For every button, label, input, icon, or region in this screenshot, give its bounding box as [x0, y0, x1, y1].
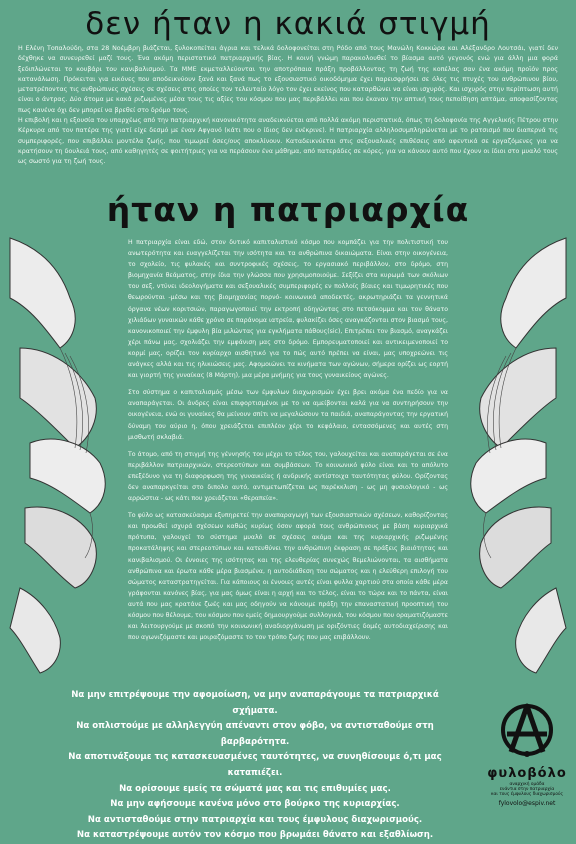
- group-tagline: αναρχική ομάδα ενάντια στην πατριαρχία και τους έμφυλους διαχωρισμούς: [491, 782, 563, 798]
- group-name: φυλοβόλο: [487, 766, 567, 781]
- body-paragraph: Στο σύστημα ο καπιταλισμός μέσω των έμφυλων διαχωρισμών έχει βρει ακόμα ένα πεδίο για να αναπαράγεται. Οι άνδρες είναι επιφορτισμένοι με το να αμείβονται καλά για να συντηρήσουν την οικογένεια, ενώ οι γυναίκες θα μείνουν σπίτι να μεγαλώσουν τα παιδιά, αναπαράγοντας την εργατική δύναμη του αύριο η, όπου χρειάζεται επιπλέον χέρι το κεφάλαιο, εντασσόμενες και αυτές στη μισθωτή σκλαβιά.: [128, 389, 448, 441]
- group-email: fylovolo@espiv.net: [498, 799, 556, 807]
- group-logo: [486, 700, 568, 807]
- slogan: Να οπλιστούμε με αλληλεγγύη απέναντι στον φόβο, να αντισταθούμε στη βαρβαρότητα.: [76, 721, 434, 747]
- body-text: [128, 237, 448, 649]
- intro-paragraph: Η Ελένη Τοπαλούδη, στα 28 Νοέμβρη βιάζεται, ξυλοκοπείται άγρια και τελικά δολοφονείται στη Ρόδο από τους Μανώλη Κοκκώρα και Αλέξανδρο Λουτσάι, γιατί δεν δέχθηκε να συνευρεθεί μαζί τους. Ένα ακόμη περιστατικό πατριαρχικής βίας. Η κοινή γνώμη παρακολουθεί το βίασμα αυτό γεγονός ενώ για άλλη μια φορά ξεδιπλώνεται το κουβάρι του κανιβαλισμού. Τα ΜΜΕ εκμεταλλεύονται την αποτρόπαια πράξη προβάλλοντας τη ζωή της κοπέλας σαν ένα ακόμη προϊόν προς κατανάλωση. Πρόκειται για εικόνες που αποδεικνύουν ξανά και ξανά πως το εξουσιαστικό οικοδόμημα έχει παρεισφρήσει σε όλες τις πτυχές του ανθρώπινου βίου, μετατρέποντας τις ανθρώπινες σχέσεις σε σχέσεις στις οποίες τον τελευταίο λόγο τον έχει εκείνος που καταρθώνει να είναι ισχυρός. Και ισχυρός στην περίπτωση αυτή είναι ο άντρας. Δύο άτομα με κακά ριζωμένες μέσα τους τις αξίες του κόσμου που μας περιβάλλει και που έκαναν την απτική τους πεποίθηση απτάμα, αποφασίζοντας πως κανένα όχι δεν μπορεί να βρεθεί στο δρόμο τους.: [18, 45, 558, 114]
- slogans: [60, 688, 450, 844]
- hands-hair-illustration-left: [0, 228, 128, 678]
- slogan: Να ορίσουμε εμείς τα σώματά μας και τις επιθυμίες μας.: [119, 783, 391, 794]
- subheadline: ήταν η πατριαρχία: [106, 190, 470, 229]
- slogan: Να αποτινάξουμε τις κατασκευασμένες ταυτότητες, να συνηθίσουμε ό,τι μας καταπιέζει.: [68, 752, 442, 778]
- intro-text: [18, 44, 558, 168]
- body-paragraph: Η πατριαρχία είναι εδώ, στον δυτικό καπιταλιστικό κόσμο που κομπάζει για την πολιτιστική του ανωτερότητα και ευαγγελίζεται την ισότητα και τα ανθρώπινα δικαιώματα. Είναι στην οικογένεια, το σχολείο, τις φυλακές και συντροφικές σχέσεις, το εργασιακό περιβάλλον, στο δρόμο, στη βιομηχανία θεάματος, στην ίδια την γλώσσα που χρησιμοποιούμε. Σεξίζει στα κυρωμά των σκόλιων του σεξ, ντύνει ιδεολογήματα και σεξουαλικές συμπεριφορές εν πολλοίς βίαιες και τιμωρητικές που θεωρούνται -μέσω και της βιομηχανίας πορνό- κοινωνικά αποδεκτές, ακρωτηριάζει τα γεννητικά όργανα νέων κοριτσιών, παραγωγοποιεί την εκτροπή οδηγώντας στο πετσόκομμα και τον θάνατο χιλιάδων γυναικών κάθε χρόνο σε παράνομα ιατρεία, φυλακίζει όσες αναγκάζονται στον βιασμό τους, κανονικοποιεί την έμφυλη βία μιλώντας για εγκλήματα πάθους(sic), Επιτρέπει τον βιασμό, αναγκάζει χέρι πάνω μας, σχολιάζει την εμφάνιση μας στο δρόμο. Εμπορευματοποιεί και αντικειμενοποιεί το κορμί μας, ορίζει τον κυρίαρχο αισθητικό για το πώς αυτό πρέπει να είναι, μας υποχρεώνει τις ανάγκες αλλά και τις ηλικιώσεις μας. Αφομοιώνει τα κινήματα των αγώνων, σήμερα ορίζει ως εορτή και γιορτή της γυναίκας (8 Μάρτη), μια μέρα μνήμης για τους γυναικείους αγώνες.: [128, 239, 448, 380]
- body-paragraph: Το άτομο, από τη στιγμή της γέννησής του μέχρι το τέλος του, γαλουχείται και αναπαράγεται σε ένα περιβάλλον πατριαρχικών, στερεοτύπων και συμβάσεων. Το κοινωνικό φύλο είναι και το απόλυτο επεξέδυνο για τη διαφορφωση της γυναικείας ή ανδρικής αντίστοιχα ταυτότητας φύλου. Ορίζοντας δεν αναπαρκγείται στο διπολο αυτό, αντιμετωπίζεται ως παρέκκλιση - ως μη φυσιολογικό - ως αρρώστια - ως κάτι που χρειάζεται «θεραπεία».: [128, 450, 448, 503]
- headline: δεν ήταν η κακιά στιγμή: [85, 6, 491, 42]
- slogan: Να αντισταθούμε στην πατριαρχία και τους έμφυλους διαχωρισμούς.: [87, 814, 423, 825]
- hands-hair-illustration-right: [448, 228, 576, 678]
- intro-paragraph: Η επιβολή και η εξουσία του υπαρχέως από την πατριαρχική κανονικότητα αναδεικνύεται από πολλά ακόμη περιστατικά, όπως τη δολοφονία της Αγγελικής Πέτρου στην Κέρκυρα από τον πατέρα της γιατί είχε δεσμό με έναν Αφγανό (κάτι που ο ίδιος δεν ενέκρινε). Η πατριαρχία αλληλοσυμπληρώνεται με το ρατσισμό που διαπερνά τις συμπεριφορές, που επιβάλλει μοντέλα ζωής, που τιμωρεί όσες/ους αποκλίνουν. Καταδεικνύεται στις σεξουαλικές επιθέσεις από αφεντικά σε εργαζόμενες για να κρατήσουν τη δουλειά τους, από καθηγητές σε φοιτήτριες για να περάσουν ένα μάθημα, από πατεράδες σε κόρες, για να κάνουν αυτό που έχουν οι ίδιοι στο μυαλό τους ως σωστό για τη ζωή τους.: [18, 117, 558, 166]
- slogan: Να καταστρέψουμε αυτόν τον κόσμο που βρωμάει θάνατο και εξαθλίωση.: [76, 830, 434, 841]
- anarchy-a-icon: [497, 700, 557, 760]
- slogan: Να μην επιτρέψουμε την αφομοίωση, να μην αναπαράγουμε τα πατριαρχικά σχήματα.: [71, 690, 439, 716]
- slogan: Να μην αφήσουμε κανένα μόνο στο βούρκο της κυριαρχίας.: [110, 799, 400, 810]
- body-paragraph: Το φύλο ως κατασκεύασμα εξυπηρετεί την αναπαραγωγή των εξουσιαστικών σχέσεων, καθορίζοντας και προωθεί ισχυρά σχέσεων καθώς κυρίως όσον αφορά τους ανθρώπινους με βάση κυριαρχικά πρότυπα, γαλουχεί το σύστημα μυαλό σε σχέσεις ακόμα και της κυριαρχικής ριζωμένης προκατάληψης και στερεοτύπων και κατευθύνει την ανθρώπινη έκφραση σε πράξεις βιαιότητας και κανιβαλισμού. Οι έννοιες της ισότητας και της ελευθερίας συνεχώς θεμελιώνονται, τα αισθήματα ανθρώπινα και έρωτα κάθε μέρα βιασμένα, η αυτοδιάθεση του σώματος και η ελεύθερη επιλογή του σώματος καταστρατηγείται. Για κάποιους οι έννοιες αυτές είναι φυλλα χαρτιού στα οποία κάθε μέρα γράφονται κανόνες βίας, για μας όμως είναι η αρχή και το τέλος, είναι το τώρα και το πάντα, είναι αυτά που μας κρατάνε ζωές και μας οδηγούν να κάνουμε πράξη την επαναστατική προοπτική του κόσμου που θέλουμε, του κόσμου που εμείς δημιουργούμε συλλογικά, του κόσμου που οραματιζόμαστε και λειτουργούμε με σκοπό την κοινωνική αναδιοργάνωση με οριζόντιες δομές αυτοδιαχείρισης και που αγωνιζόμαστε και μοιραζόμαστε το τον τρόπο ζωής που μας επιβάλλουν.: [128, 512, 448, 642]
